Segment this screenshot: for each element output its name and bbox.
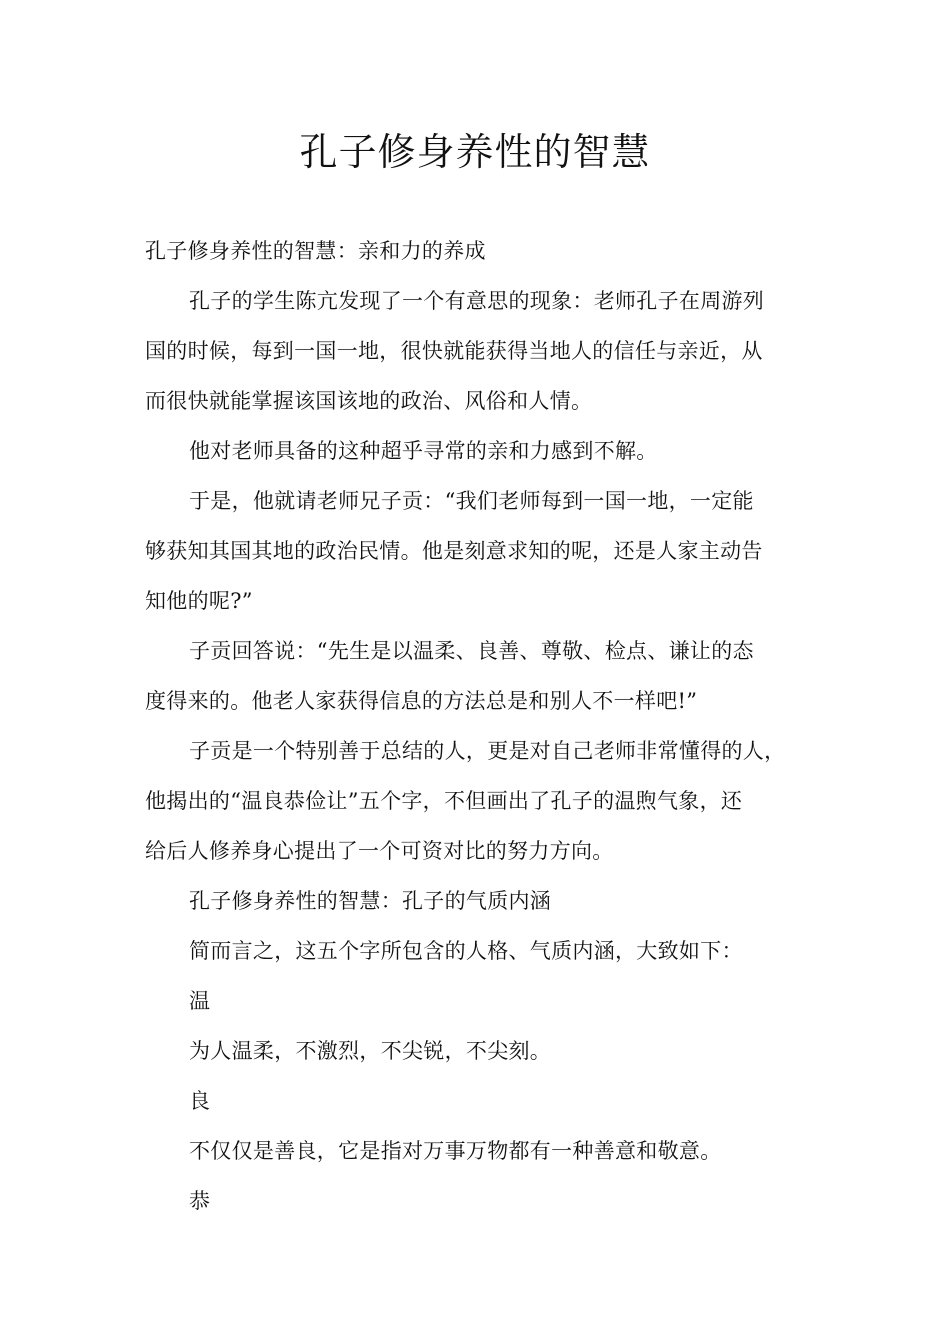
text-line: 度得来的。他老人家获得信息的方法总是和别人不一样吧!” xyxy=(145,689,698,713)
text-line: 子贡是一个特别善于总结的人，更是对自己老师非常懂得的人， xyxy=(189,739,786,763)
text-line: 子贡回答说：“先生是以温柔、良善、尊敬、检点、谦让的态 xyxy=(189,639,754,663)
text-line: 国的时候，每到一国一地，很快就能获得当地人的信任与亲近，从 xyxy=(145,339,763,363)
text-line: 够获知其国其地的政治民情。他是刻意求知的呢，还是人家主动告 xyxy=(145,539,763,563)
text-line: 温 xyxy=(189,989,211,1013)
document-title: 孔子修身养性的智慧 xyxy=(299,130,651,174)
text-line: 于是，他就请老师兄子贡：“我们老师每到一国一地，一定能 xyxy=(189,489,754,513)
text-line: 孔子修身养性的智慧：孔子的气质内涵 xyxy=(189,889,552,913)
text-line: 孔子的学生陈亢发现了一个有意思的现象：老师孔子在周游列 xyxy=(189,289,765,313)
text-line: 良 xyxy=(189,1089,211,1113)
text-line: 为人温柔，不激烈，不尖锐，不尖刻。 xyxy=(189,1039,552,1063)
text-line: 他揭出的“温良恭俭让”五个字，不但画出了孔子的温煦气象，还 xyxy=(145,789,743,813)
text-line: 简而言之，这五个字所包含的人格、气质内涵，大致如下： xyxy=(189,939,743,963)
text-line: 而很快就能掌握该国该地的政治、风俗和人情。 xyxy=(145,389,593,413)
document-body xyxy=(145,226,815,1226)
text-line: 知他的呢?” xyxy=(145,589,253,613)
text-line: 给后人修养身心提出了一个可资对比的努力方向。 xyxy=(145,839,614,863)
text-line: 不仅仅是善良，它是指对万事万物都有一种善意和敬意。 xyxy=(189,1139,722,1163)
text-line: 他对老师具备的这种超乎寻常的亲和力感到不解。 xyxy=(189,439,658,463)
text-line: 恭 xyxy=(189,1189,211,1213)
text-line: 孔子修身养性的智慧：亲和力的养成 xyxy=(145,239,486,263)
